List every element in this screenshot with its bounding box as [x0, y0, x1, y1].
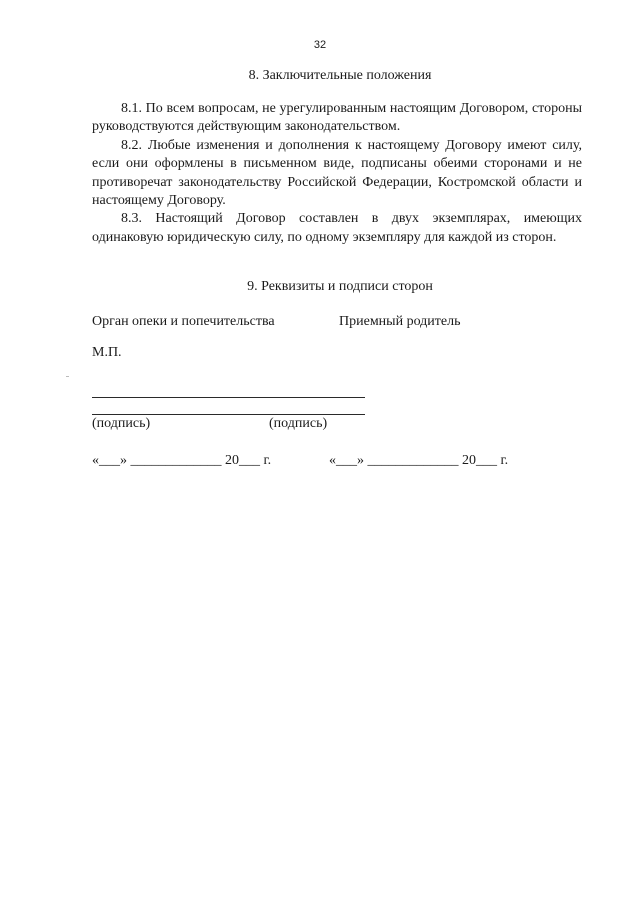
section-8-heading: 8. Заключительные положения [248, 68, 432, 83]
paragraph-8-1: 8.1. По всем вопросам, не урегулированным настоящим Договором, стороны руководствуются действующим законодательством. [92, 101, 582, 135]
paragraph-8-2: 8.2. Любые изменения и дополнения к настоящему Договору имеют силу, если они оформлены в письменном виде, подписаны обеими сторонами и не противоречат законодательству Российской Федерации, Костромской области и настоящему Договору. [92, 137, 582, 209]
page-number: 32 [313, 39, 327, 51]
signature-line-1 [92, 397, 365, 398]
party-left-label: Орган опеки и попечительства [92, 314, 275, 329]
paragraph-8-3: 8.3. Настоящий Договор составлен в двух экземплярах, имеющих одинаковую юридическую силу, по одному экземпляру для каждой из сторон. [92, 211, 582, 245]
margin-mark [66, 376, 69, 377]
stamp-label: М.П. [92, 345, 122, 360]
section-8-body [92, 100, 582, 247]
date-left: «___» _____________ 20___ г. [92, 453, 272, 468]
signature-left-caption: (подпись) [92, 416, 151, 431]
signature-right-caption: (подпись) [269, 416, 328, 431]
party-right-label: Приемный родитель [339, 314, 461, 329]
section-9-heading: 9. Реквизиты и подписи сторон [247, 279, 433, 294]
signature-line-2 [92, 414, 365, 415]
date-right: «___» _____________ 20___ г. [329, 453, 509, 468]
